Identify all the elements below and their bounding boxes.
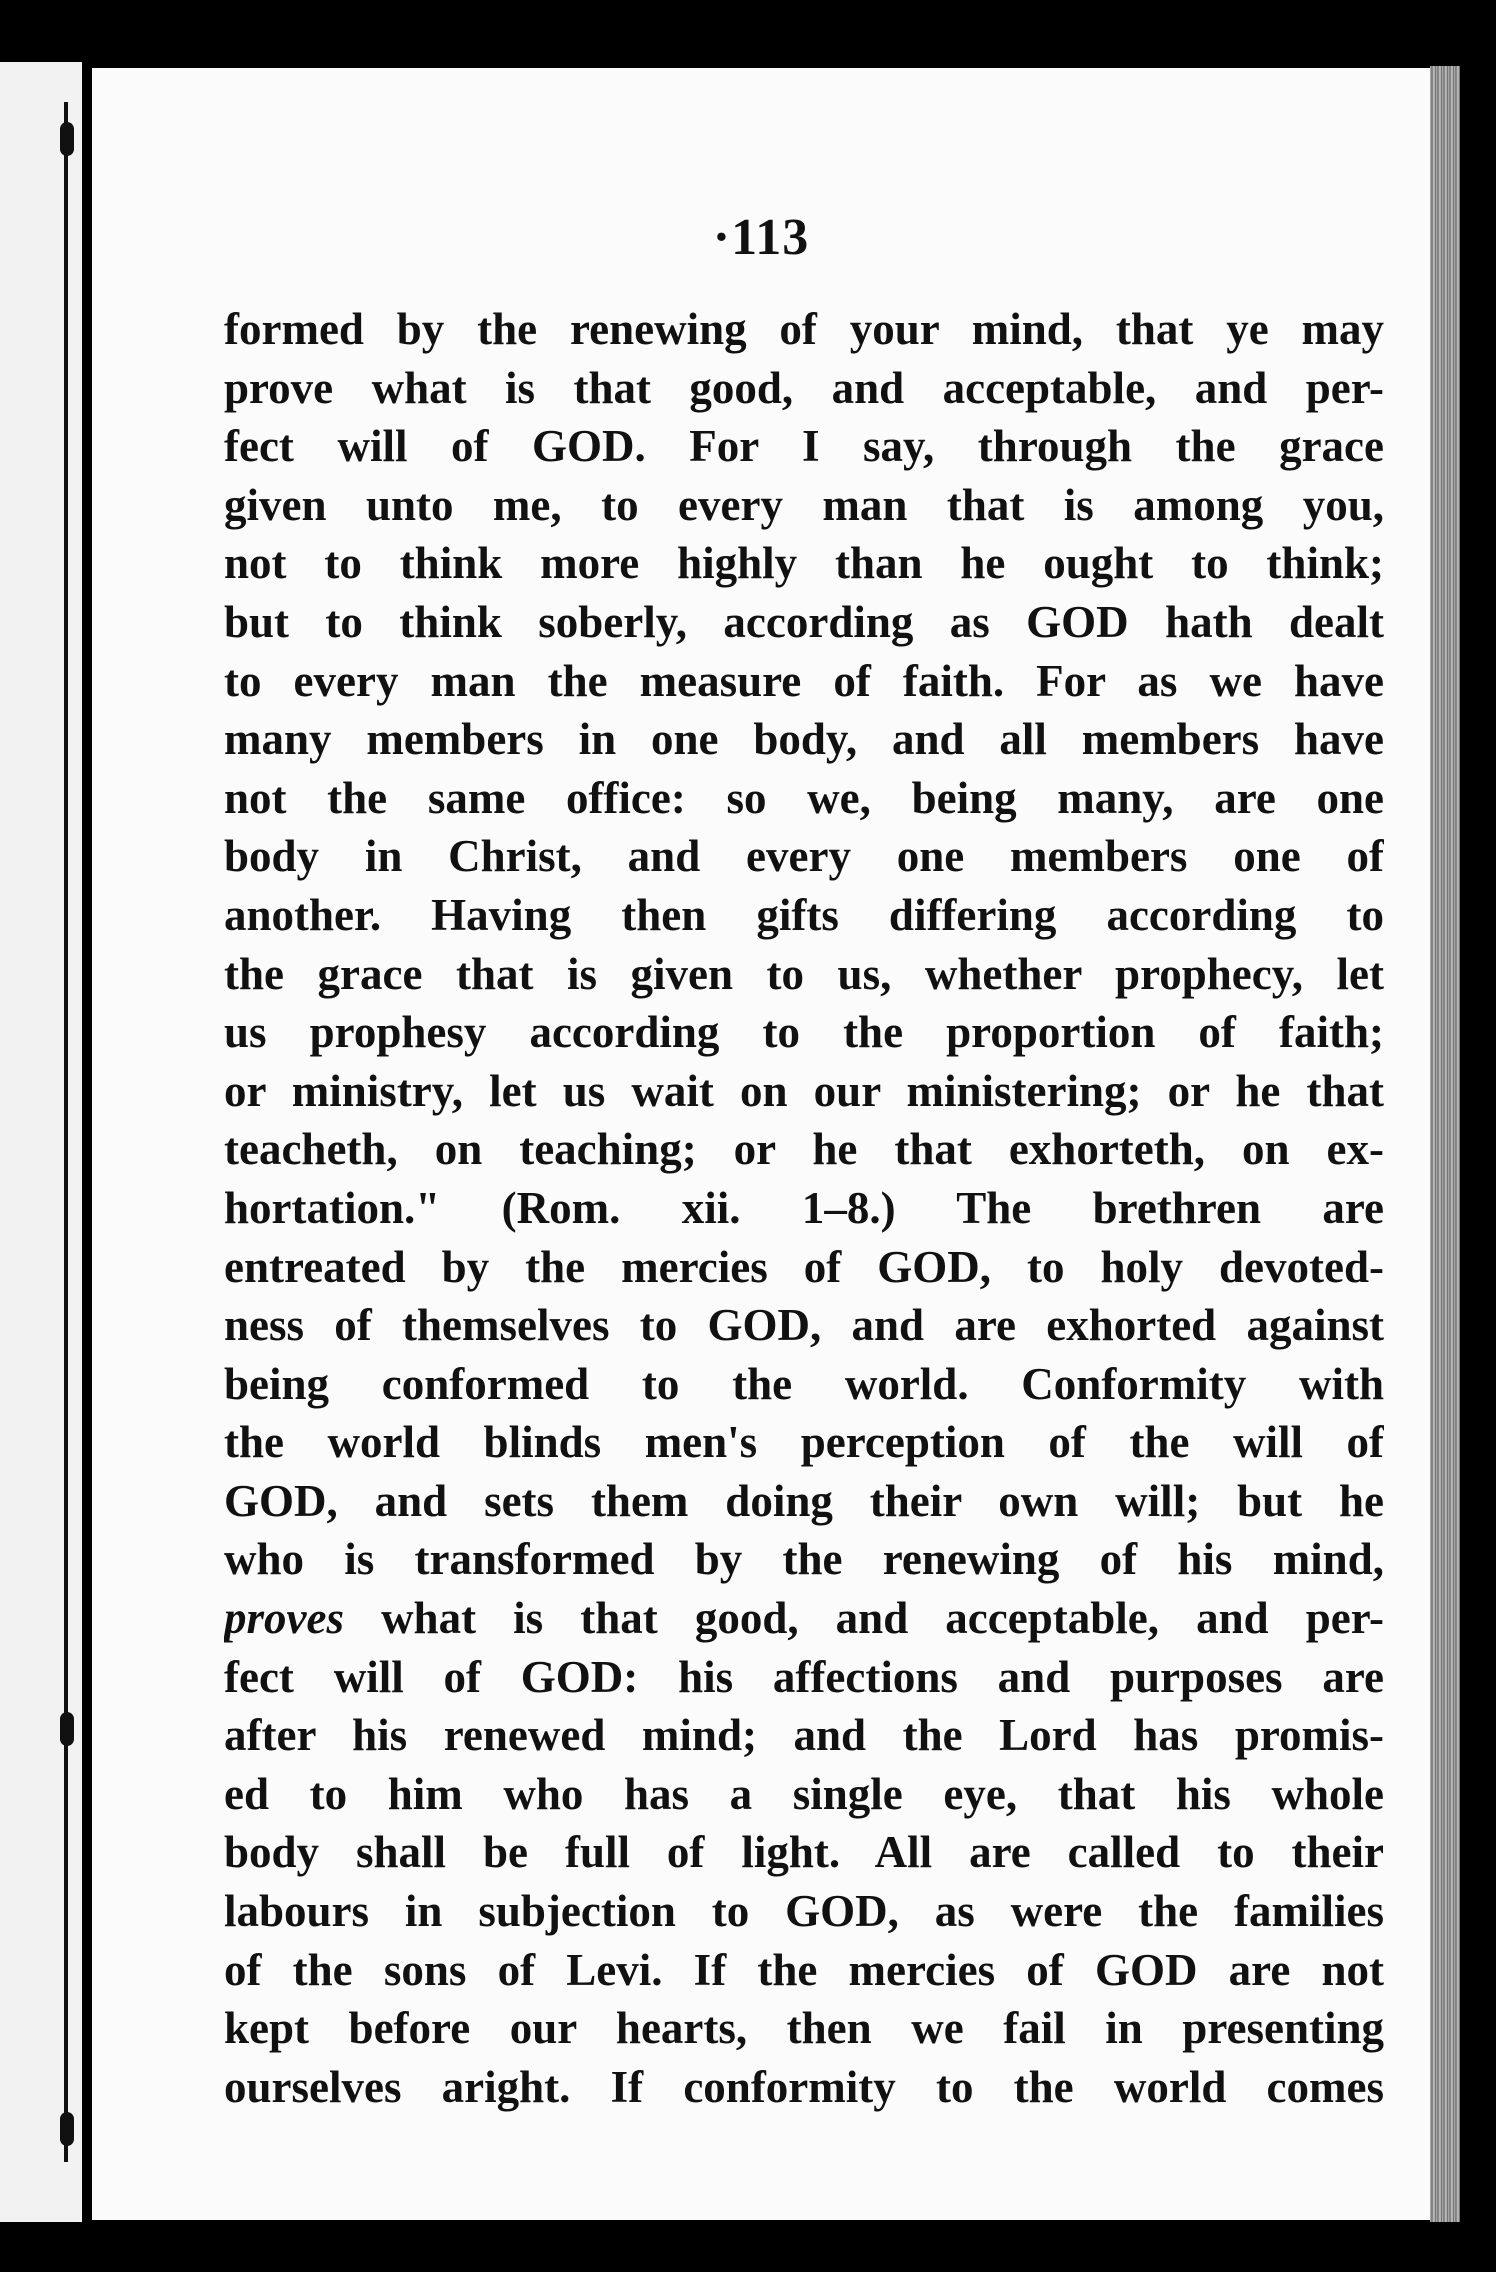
line-text: ourselves aright. If conformity to the world comes [224,2061,1384,2112]
text-line [224,1355,1384,1414]
text-line [224,2058,1384,2117]
page-stack-edge [1430,66,1460,2222]
line-text: given unto me, to every man that is among you, [224,479,1384,530]
text-line [224,1706,1384,1765]
text-line [224,1882,1384,1941]
text-line [224,710,1384,769]
line-text: us prophesy according to the proportion of faith; [224,1007,1384,1058]
text-line [224,1179,1384,1238]
line-text: body shall be full of light. All are called to their [224,1827,1384,1878]
line-text: prove what is that good, and acceptable, and per- [224,362,1384,413]
line-text: what is that good, and acceptable, and per- [343,1593,1384,1644]
binding-notch [60,2112,74,2146]
line-text: not the same office: so we, being many, are one [224,772,1384,823]
text-line [224,359,1384,418]
line-text: the grace that is given to us, whether prophecy, let [224,948,1384,999]
line-text: teacheth, on teaching; or he that exhorteth, on ex- [224,1124,1384,1175]
binding-notch [60,122,74,156]
text-line [224,534,1384,593]
line-text: GOD, and sets them doing their own will; but he [224,1475,1384,1526]
line-text: fect will of GOD. For I say, through the grace [224,421,1384,472]
text-line [224,1589,1384,1648]
text-line [224,1530,1384,1589]
line-text: who is transformed by the renewing of his mind, [224,1534,1384,1585]
text-line [224,652,1384,711]
line-text: many members in one body, and all members have [224,714,1384,765]
binding-notch [60,1712,74,1746]
text-line [224,827,1384,886]
text-line [224,1003,1384,1062]
line-text: but to think soberly, according as GOD hath dealt [224,596,1384,647]
binding-line [64,102,68,2162]
page-number: ·113 [712,209,810,266]
line-text: hortation." (Rom. xii. 1–8.) The brethren are [224,1182,1384,1233]
line-text: or ministry, let us wait on our ministering; or he that [224,1065,1384,1116]
text-line [224,1472,1384,1531]
text-line [224,300,1384,359]
text-line [224,945,1384,1004]
text-line [224,1062,1384,1121]
text-line [224,417,1384,476]
text-line [224,769,1384,828]
text-line [224,1120,1384,1179]
line-text: formed by the renewing of your mind, that ye may [224,304,1384,354]
italic-word: proves [224,1593,344,1644]
line-text: fect will of GOD: his affections and purposes are [224,1651,1384,1702]
text-line [224,1413,1384,1472]
line-text: being conformed to the world. Conformity with [224,1358,1384,1409]
text-line [224,886,1384,945]
line-text: ness of themselves to GOD, and are exhorted against [224,1300,1384,1351]
text-line [224,1823,1384,1882]
line-text: to every man the measure of faith. For as we have [224,655,1384,706]
text-line [224,593,1384,652]
text-line [224,1648,1384,1707]
line-text: not to think more highly than he ought to think; [224,538,1384,589]
text-line [224,1999,1384,2058]
line-text: kept before our hearts, then we fail in presenting [224,2003,1384,2054]
text-line [224,1765,1384,1824]
line-text: of the sons of Levi. If the mercies of GOD are not [224,1944,1384,1995]
text-line [224,1296,1384,1355]
text-line [224,476,1384,535]
line-text: labours in subjection to GOD, as were the families [224,1886,1384,1937]
text-line [224,1238,1384,1297]
book-page [92,68,1430,2220]
line-text: another. Having then gifts differing according to [224,889,1384,940]
line-text: the world blinds men's perception of the will of [224,1417,1384,1468]
line-text: body in Christ, and every one members one of [224,831,1384,882]
body-text [224,300,1384,2116]
line-text: entreated by the mercies of GOD, to holy devoted- [224,1241,1384,1292]
line-text: after his renewed mind; and the Lord has promis- [224,1710,1384,1761]
previous-page-edge [0,62,82,2222]
line-text: ed to him who has a single eye, that his whole [224,1768,1384,1819]
text-line [224,1941,1384,2000]
